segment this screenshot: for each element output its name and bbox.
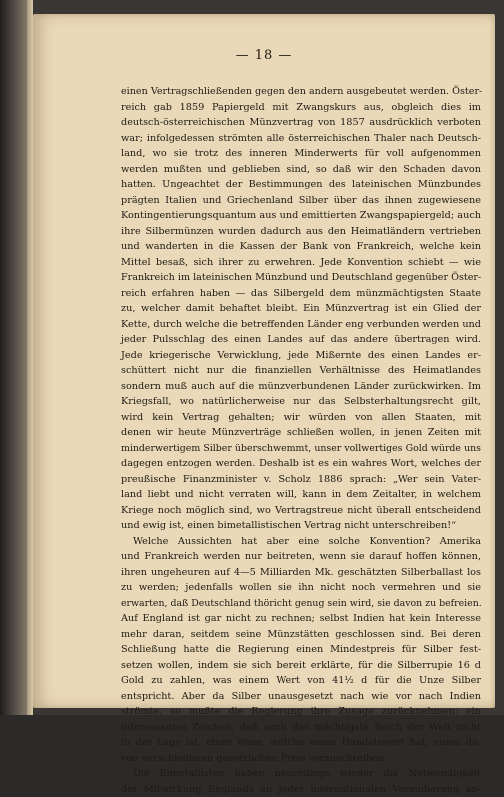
- text-line: reich erfahren haben — das Silbergeld dem münzmächtigsten Staate: [121, 286, 481, 302]
- text-line: strömte, so mußte die Regierung ihre Zusage zurücknehmen: ein: [121, 704, 481, 720]
- text-line: von verschiedenen gesetzlichen Preis vorzuschreiben.: [121, 751, 481, 767]
- text-line: Gold zu zahlen, was einem Wert von 41½ d für die Unze Silber: [121, 673, 481, 689]
- text-line: Mittel besaß, sich ihrer zu erwehren. Jede Konvention schiebt — wie: [121, 255, 481, 271]
- text-line: denen wir heute Münzverträge schließen wollen, in jenen Zeiten mit: [121, 425, 481, 441]
- text-line: ihren ungeheuren auf 4—5 Milliarden Mk. geschätzten Silberballast los: [121, 565, 481, 581]
- text-line: Welche Aussichten hat aber eine solche Konvention? Amerika: [121, 534, 481, 550]
- text-line: Schließung hatte die Regierung einen Mindestpreis für Silber fest-: [121, 642, 481, 658]
- text-line: einen Vertragschließenden gegen den andern ausgebeutet werden. Öster-: [121, 84, 481, 100]
- text-line: Frankreich im lateinischen Münzbund und Deutschland gegenüber Öster-: [121, 270, 481, 286]
- text-line: und Frankreich werden nur beitreten, wenn sie darauf hoffen können,: [121, 549, 481, 565]
- text-line: minderwertigem Silber überschwemmt, unser vollwertiges Gold würde uns: [121, 441, 481, 457]
- text-line: war; infolgedessen strömten alle österreichischen Thaler nach Deutsch-: [121, 131, 481, 147]
- text-line: reich gab 1859 Papiergeld mit Zwangskurs aus, obgleich dies im: [121, 100, 481, 116]
- text-line: interessantes Zeichen, daß auch das mächtigste Reich der Welt nicht: [121, 720, 481, 736]
- text-line: Die Bimetallisten haben neuerdings wieder die Notwendigkeit: [121, 766, 481, 782]
- body-text: [121, 84, 481, 797]
- text-line: deutsch-österreichischen Münzvertrag von 1857 ausdrücklich verboten: [121, 115, 481, 131]
- text-line: ihre Silbermünzen wurden dadurch aus den Heimatländern vertrieben: [121, 224, 481, 240]
- text-line: Kette, durch welche die betreffenden Länder eng verbunden werden und: [121, 317, 481, 333]
- text-line: preußische Finanzminister v. Scholz 1886 sprach: „Wer sein Vater-: [121, 472, 481, 488]
- text-line: schüttert nicht nur die finanziellen Verhältnisse des Heimatlandes: [121, 363, 481, 379]
- text-line: Kriege noch möglich sind, wo Vertragstreue nicht überall entscheidend: [121, 503, 481, 519]
- text-line: Jede kriegerische Verwicklung, jede Mißernte des einen Landes er-: [121, 348, 481, 364]
- text-line: dagegen entzogen werden. Deshalb ist es ein wahres Wort, welches der: [121, 456, 481, 472]
- text-line: und wanderten in die Kassen der Bank von Frankreich, welche kein: [121, 239, 481, 255]
- text-line: entspricht. Aber da Silber unausgesetzt nach wie vor nach Indien: [121, 689, 481, 705]
- page-number: — 18 —: [33, 48, 495, 63]
- text-line: Kontingentierungsquantum aus und emittierten Zwangspapiergeld; auch: [121, 208, 481, 224]
- book-binding: [0, 0, 30, 715]
- text-line: Kriegsfall, wo natürlicherweise nur das Selbsterhaltungsrecht gilt,: [121, 394, 481, 410]
- text-line: erwarten, daß Deutschland thöricht genug sein wird, sie davon zu befreien.: [121, 596, 481, 612]
- text-line: der Mitwirkung Englands an jeder internationalen Vereinbarung an-: [121, 782, 481, 797]
- text-line: land, wo sie trotz des inneren Minderwerts für voll aufgenommen: [121, 146, 481, 162]
- text-line: jeder Pulsschlag des einen Landes auf das andere übertragen wird.: [121, 332, 481, 348]
- book-page: [33, 14, 495, 708]
- text-line: sondern muß auch auf die münzverbundenen Länder zurückwirken. Im: [121, 379, 481, 395]
- text-line: hatten. Ungeachtet der Bestimmungen des lateinischen Münzbundes: [121, 177, 481, 193]
- text-line: werden mußten und geblieben sind, so daß wir den Schaden davon: [121, 162, 481, 178]
- text-line: wird kein Vertrag gehalten; wir würden von allen Staaten, mit: [121, 410, 481, 426]
- text-line: prägten Italien und Griechenland Silber über das ihnen zugewiesene: [121, 193, 481, 209]
- text-line: land liebt und nicht verraten will, kann in dem Zeitalter, in welchem: [121, 487, 481, 503]
- text-line: Auf England ist gar nicht zu rechnen; selbst Indien hat kein Interesse: [121, 611, 481, 627]
- text-line: mehr daran, seitdem seine Münzstätten geschlossen sind. Bei deren: [121, 627, 481, 643]
- text-line: zu werden; jedenfalls wollen sie ihn nicht noch vermehren und sie: [121, 580, 481, 596]
- text-line: setzen wollen, indem sie sich bereit erklärte, für die Silberrupie 16 d: [121, 658, 481, 674]
- text-line: in der Lage ist, einer Ware, welche einen Handelswert hat, einen da-: [121, 735, 481, 751]
- text-line: zu, welcher damit behaftet bleibt. Ein Münzvertrag ist ein Glied der: [121, 301, 481, 317]
- text-line: und ewig ist, einen bimetallistischen Vertrag nicht unterschreiben!“: [121, 518, 481, 534]
